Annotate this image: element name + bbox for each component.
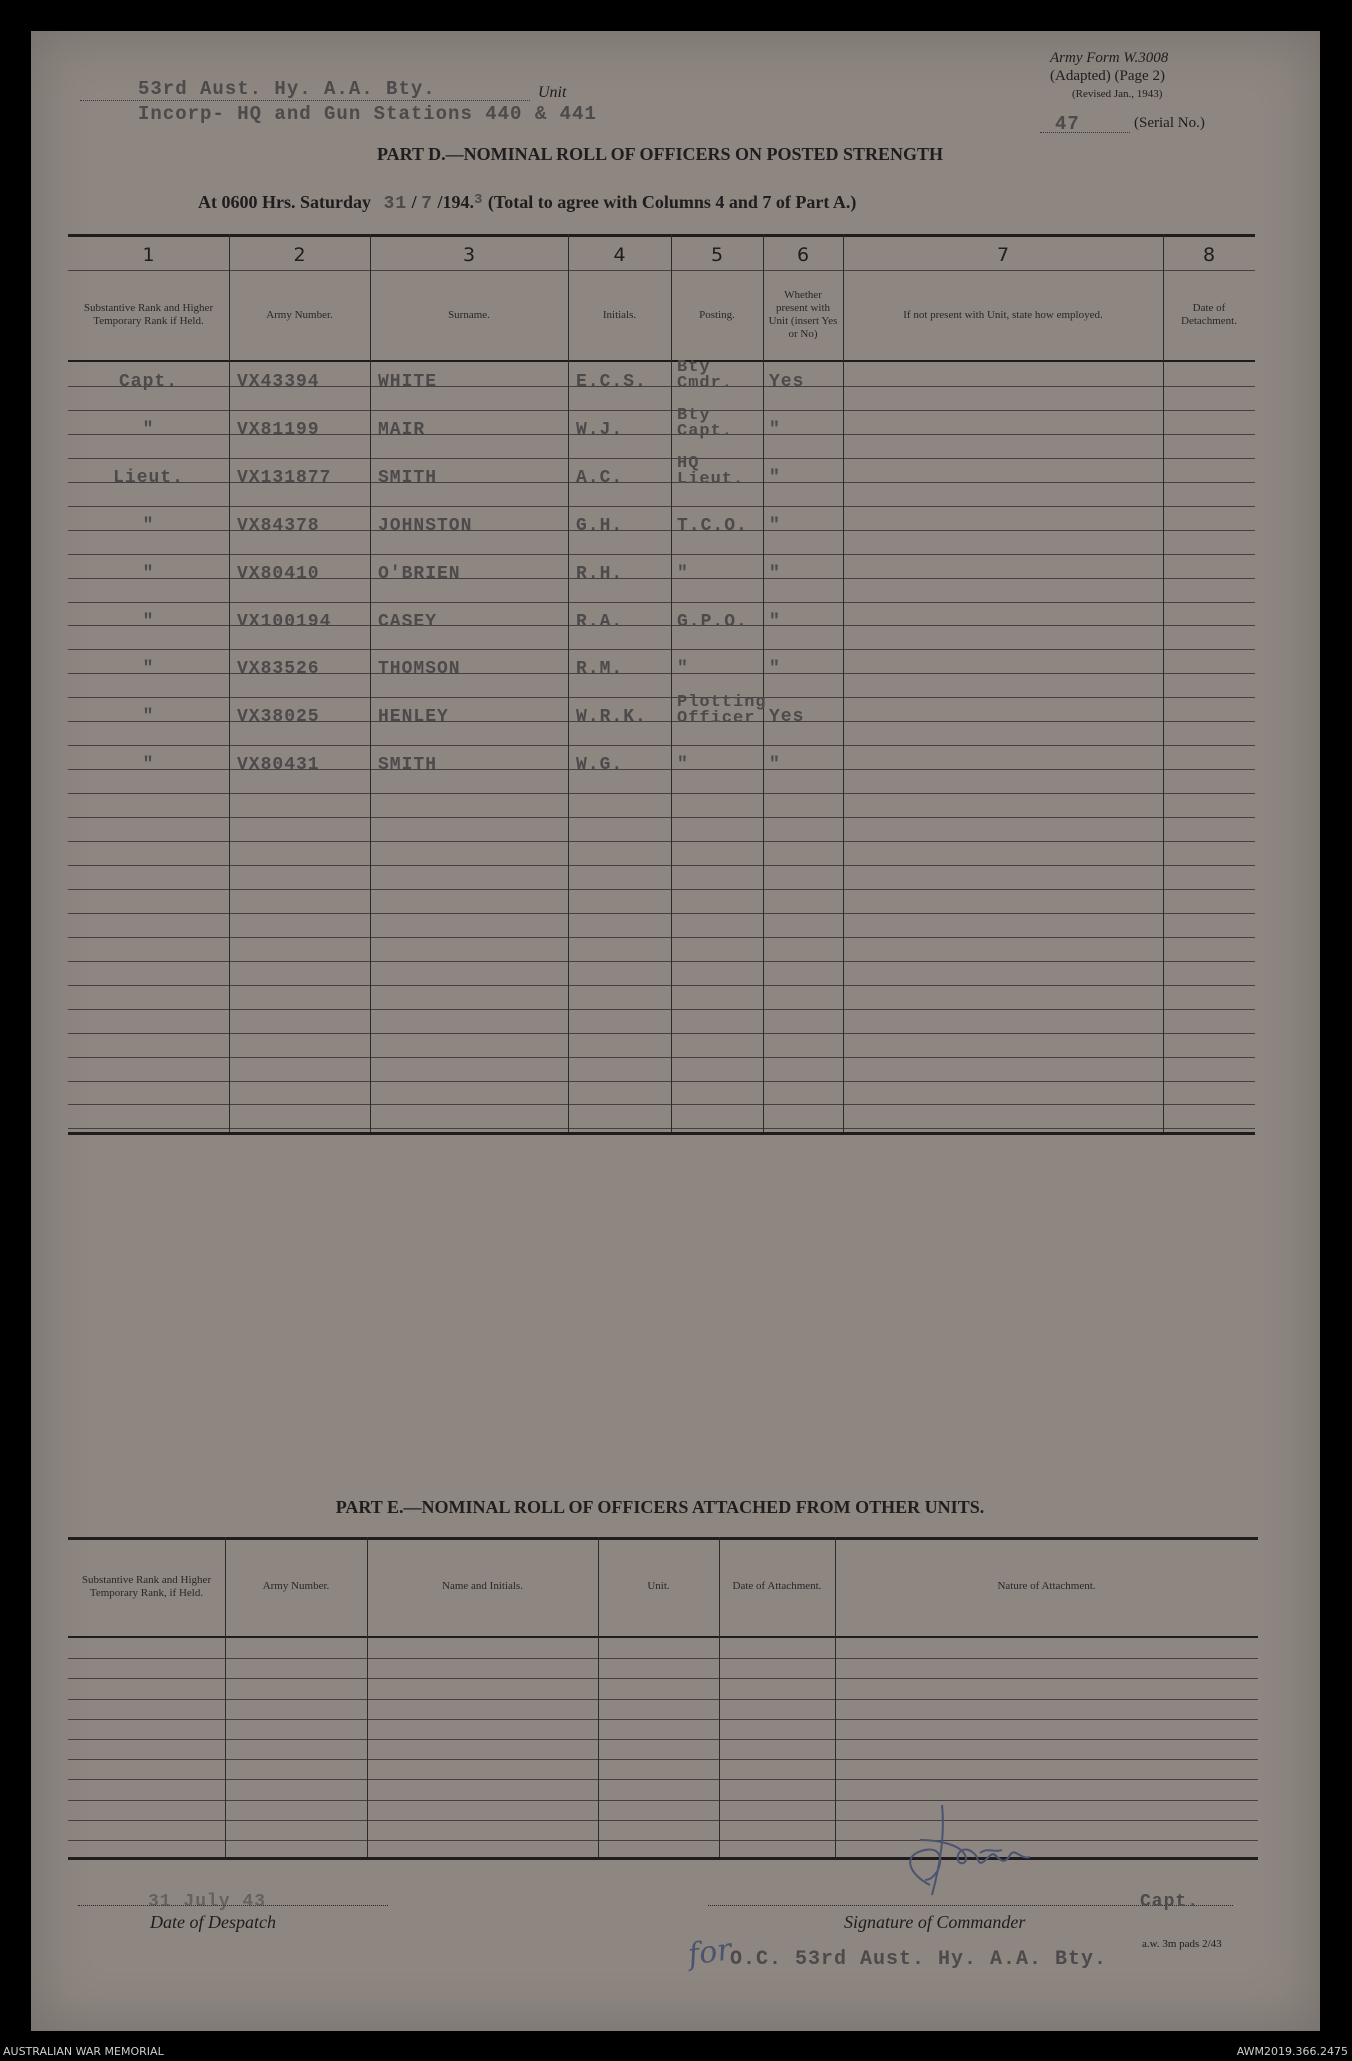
part-e-row-line	[68, 1719, 1258, 1720]
column-number: 6	[796, 244, 810, 266]
part-e-column-divider	[719, 1537, 720, 1857]
roll-rank: "	[142, 419, 155, 440]
part-d-row-line	[68, 961, 1255, 962]
signature-label: Signature of Commander	[844, 1912, 1026, 1932]
roll-rank: "	[142, 755, 155, 776]
part-d-row-line	[68, 985, 1255, 986]
roll-present: "	[769, 659, 781, 680]
part-e-column-header: Name and Initials.	[442, 1580, 523, 1592]
roll-number: VX43394	[237, 372, 320, 392]
part-e-column-header: Date of Attachment.	[732, 1580, 822, 1592]
unit-typed-line2: Incorp- HQ and Gun Stations 440 & 441	[138, 103, 597, 125]
roll-initials: R.M.	[576, 659, 624, 680]
part-e-row-line	[68, 1840, 1258, 1841]
column-header: If not present with Unit, state how employed.	[903, 308, 1103, 321]
part-d-row-line	[68, 697, 1255, 698]
roll-present: "	[769, 755, 781, 776]
footer-right: AWM2019.366.2475	[1236, 2045, 1348, 2058]
column-header: Initials.	[602, 308, 637, 321]
part-d-row-line	[68, 458, 1255, 459]
column-header: Surname.	[448, 308, 490, 321]
part-d-bottom-border	[68, 1132, 1255, 1135]
part-e-title: PART E.—NOMINAL ROLL OF OFFICERS ATTACHED FROM OTHER UNITS.	[335, 1497, 985, 1517]
part-d-column-divider	[229, 234, 230, 1132]
form-number: Army Form W.3008	[1050, 50, 1169, 66]
roll-present: Yes	[769, 372, 805, 392]
serial-label: (Serial No.)	[1134, 115, 1205, 131]
roll-number: VX80431	[237, 755, 320, 776]
part-d-header-bottom-border	[68, 360, 1255, 362]
part-d-column-divider	[1163, 234, 1164, 1132]
column-number: 3	[462, 244, 476, 266]
roll-surname: O'BRIEN	[378, 563, 461, 584]
part-d-row-line	[68, 649, 1255, 650]
roll-number: VX80410	[237, 563, 320, 584]
part-d-row-line	[68, 937, 1255, 938]
roll-surname: WHITE	[378, 372, 438, 392]
part-d-row-line	[68, 1033, 1255, 1034]
part-e-bottom-border	[68, 1857, 1258, 1860]
column-number: 8	[1202, 244, 1216, 266]
roll-surname: SMITH	[378, 755, 438, 776]
part-e-column-divider	[367, 1537, 368, 1857]
form-revised: (Revised Jan., 1943)	[1072, 88, 1163, 100]
roll-surname: JOHNSTON	[378, 515, 473, 536]
form-adapted: (Adapted) (Page 2)	[1050, 68, 1165, 84]
roll-initials: E.C.S.	[576, 372, 647, 392]
roll-number: VX81199	[237, 419, 320, 440]
handwritten-signature	[870, 1795, 1070, 1915]
part-d-row-line	[68, 745, 1255, 746]
roll-surname: MAIR	[378, 419, 426, 440]
column-number: 7	[996, 244, 1010, 266]
roll-posting: HQ Lieut.	[677, 453, 745, 489]
roll-present: "	[769, 419, 781, 440]
part-d-row-line	[68, 889, 1255, 890]
roll-posting: Bty Cmdr.	[677, 358, 734, 393]
roll-initials: W.G.	[576, 755, 624, 776]
roll-posting: Plotting Officer	[677, 693, 767, 729]
part-e-row-line	[68, 1759, 1258, 1760]
part-d-column-divider	[671, 234, 672, 1132]
roll-posting: "	[677, 563, 689, 584]
for-handwritten: for	[685, 1932, 734, 1973]
serial-typed: 47	[1055, 113, 1080, 135]
part-d-row-line	[68, 602, 1255, 603]
roll-posting: "	[677, 755, 689, 776]
part-e-column-header: Nature of Attachment.	[997, 1580, 1096, 1592]
roll-posting: Bty Capt.	[677, 405, 734, 441]
part-e-column-header: Substantive Rank and Higher Temporary Rank, if Held.	[81, 1573, 212, 1599]
part-d-row-line	[68, 865, 1255, 866]
column-header: Substantive Rank and Higher Temporary Rank if Held.	[83, 302, 214, 327]
roll-present: "	[769, 611, 781, 632]
unit-typed: 53rd Aust. Hy. A.A. Bty.	[138, 78, 436, 100]
roll-rank: "	[142, 659, 155, 680]
part-d-row-line	[68, 554, 1255, 555]
roll-rank: "	[142, 611, 155, 632]
part-d-top-border	[68, 234, 1255, 237]
part-d-row-line	[68, 817, 1255, 818]
unit-label: Unit	[538, 84, 567, 101]
roll-surname: THOMSON	[378, 659, 461, 680]
part-e-column-header: Unit.	[647, 1580, 670, 1592]
roll-present: Yes	[769, 707, 805, 728]
roll-posting: G.P.O.	[677, 611, 748, 632]
part-e-row-line	[68, 1779, 1258, 1780]
part-e-row-line	[68, 1678, 1258, 1679]
column-header: Whether present with Unit (insert Yes or No)	[768, 289, 838, 340]
roll-number: VX38025	[237, 707, 320, 728]
roll-number: VX131877	[237, 467, 332, 488]
date-suffix: (Total to agree with Columns 4 and 7 of Part A.)	[487, 192, 857, 212]
part-d-row-line	[68, 913, 1255, 914]
part-d-row-line	[68, 793, 1255, 794]
date-sep: /	[411, 192, 417, 212]
roll-number: VX100194	[237, 611, 332, 632]
roll-initials: A.C.	[576, 467, 624, 488]
roll-number: VX83526	[237, 659, 320, 680]
footer-left: AUSTRALIAN WAR MEMORIAL	[3, 2045, 164, 2058]
roll-present: "	[769, 515, 781, 536]
part-e-row-line	[68, 1739, 1258, 1740]
date-day: 31	[383, 194, 408, 214]
part-e-row-line	[68, 1820, 1258, 1821]
part-d-row-line	[68, 841, 1255, 842]
date-prefix: At 0600 Hrs. Saturday	[198, 192, 372, 212]
part-e-column-divider	[225, 1537, 226, 1857]
column-number: 2	[293, 244, 306, 266]
roll-number: VX84378	[237, 515, 320, 536]
roll-initials: W.J.	[576, 419, 624, 440]
roll-present: "	[769, 467, 781, 488]
roll-rank: Lieut.	[113, 467, 184, 488]
date-line	[198, 192, 856, 214]
column-header: Date of Detachment.	[1181, 302, 1237, 327]
roll-initials: R.H.	[576, 563, 624, 584]
part-d-row-line	[68, 1081, 1255, 1082]
part-d-title: PART D.—NOMINAL ROLL OF OFFICERS ON POSTED STRENGTH	[376, 144, 944, 164]
column-number: 5	[710, 244, 724, 266]
print-code: a.w. 3m pads 2/43	[1142, 1938, 1222, 1950]
roll-initials: G.H.	[576, 515, 624, 536]
roll-surname: SMITH	[378, 467, 438, 488]
part-e-row-line	[68, 1658, 1258, 1659]
part-e-column-divider	[598, 1537, 599, 1857]
despatch-label: Date of Despatch	[150, 1912, 276, 1932]
roll-rank: "	[142, 515, 155, 536]
despatch-typed: 31 July 43	[148, 1892, 267, 1912]
column-header: Army Number.	[266, 308, 333, 321]
part-d-row-line	[68, 1009, 1255, 1010]
part-d-row-line	[68, 410, 1255, 411]
roll-initials: W.R.K.	[576, 707, 647, 728]
part-d-column-divider	[843, 234, 844, 1132]
roll-rank: "	[142, 707, 155, 728]
roll-present: "	[769, 563, 781, 584]
column-number: 4	[613, 244, 626, 266]
date-year-prefix: /194.	[437, 192, 474, 212]
oc-typed: O.C. 53rd Aust. Hy. A.A. Bty.	[730, 1948, 1108, 1971]
part-e-row-line	[68, 1800, 1258, 1801]
roll-initials: R.A.	[576, 611, 624, 632]
part-d-row-line	[68, 1057, 1255, 1058]
roll-surname: HENLEY	[378, 707, 449, 728]
roll-posting: "	[677, 659, 689, 680]
part-d-row-line	[68, 1104, 1255, 1105]
roll-surname: CASEY	[378, 611, 438, 632]
roll-rank: "	[142, 563, 155, 584]
date-year-digit: 3	[473, 192, 484, 208]
part-d-column-divider	[370, 234, 371, 1132]
part-e-column-divider	[835, 1537, 836, 1857]
unit-underline	[80, 100, 530, 101]
part-e-column-header: Army Number.	[262, 1580, 330, 1592]
rank-typed: Capt.	[1140, 1892, 1200, 1912]
part-e-row-line	[68, 1699, 1258, 1700]
part-d-row-line	[68, 506, 1255, 507]
part-e-header-bottom-border	[68, 1636, 1258, 1638]
roll-rank: Capt.	[118, 372, 178, 392]
date-month: 7	[421, 194, 433, 214]
column-header: Posting.	[699, 308, 735, 321]
column-number: 1	[142, 244, 155, 266]
serial-underline	[1040, 132, 1130, 133]
part-d-column-divider	[568, 234, 569, 1132]
roll-posting: T.C.O.	[677, 515, 748, 536]
part-d-row-line	[68, 1128, 1255, 1129]
